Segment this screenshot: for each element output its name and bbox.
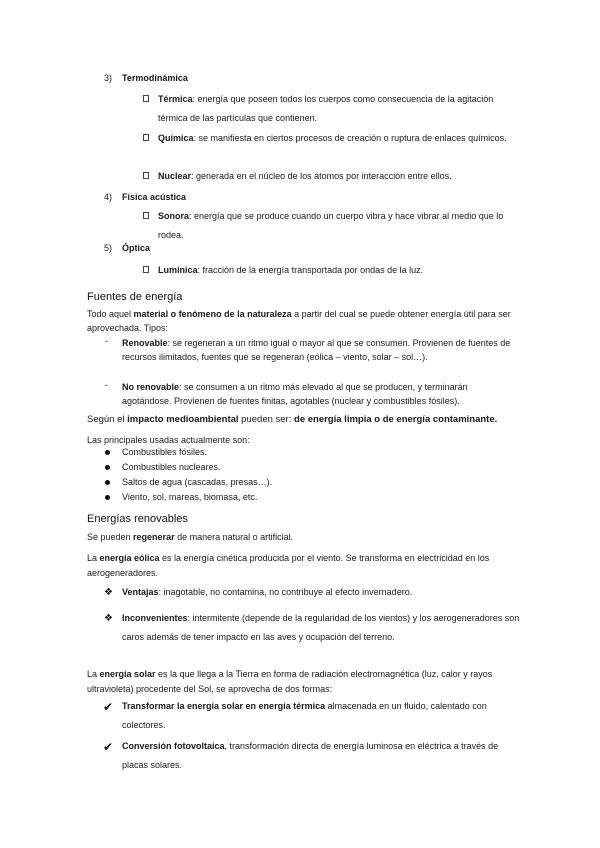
text: de manera natural o artificial. [174, 532, 294, 542]
bullet-dot [105, 465, 110, 470]
description: : generada en el núcleo de los átomos por interacción entre ellos. [191, 171, 452, 181]
diamond-bullet-icon: ❖ [104, 613, 113, 624]
list-item: Combustibles fósiles. [122, 447, 208, 457]
list-item: Combustibles nucleares. [122, 462, 221, 472]
type-no-renovable [122, 380, 517, 408]
fuentes-intro [87, 307, 517, 335]
eolica-inconvenientes [122, 609, 522, 647]
description: : energía que poseen todos los cuerpos como consecuencia de la agitación térmica de las partículas que contienen. [158, 94, 494, 123]
checkmark-icon: ✔ [103, 740, 114, 754]
description: : inagotable, no contamina, no contribuye al efecto invernadero. [158, 587, 413, 597]
square-bullet-icon [143, 95, 149, 102]
solar-form-thermal [122, 697, 517, 735]
term: Transformar la energía solar en energía térmica [122, 701, 326, 711]
term: Sonora [158, 211, 190, 221]
term: Ventajas [122, 587, 159, 597]
main-sources-intro: Las principales usadas actualmente son: [87, 435, 250, 445]
text: Se pueden [87, 532, 134, 542]
solar-form-photovoltaic [122, 737, 517, 775]
impact-line [87, 413, 517, 427]
emphasis: energía solar [99, 669, 156, 679]
section-heading-renovables: Energías renovables [87, 513, 188, 525]
list-item: Viento, sol, mareas, biomasa, etc. [122, 492, 258, 502]
term: Inconvenientes [122, 613, 188, 623]
text: Según el [87, 414, 128, 425]
emphasis: regenerar [133, 532, 175, 542]
item-title: Termodinámica [122, 73, 188, 83]
term: Lumínica [158, 265, 198, 275]
square-bullet-icon [143, 266, 149, 273]
description: : intermitente (depende de la regularidad de los vientos) y los aerogeneradores son caros además de tener impacto en las aves y ocupación del terreno. [122, 613, 520, 642]
text: La [87, 669, 100, 679]
square-bullet-icon [143, 134, 149, 141]
thermo-item [158, 167, 518, 186]
eolica-paragraph [87, 551, 517, 581]
dash-bullet: - [105, 336, 108, 346]
section-heading-fuentes: Fuentes de energía [87, 291, 183, 303]
thermo-item [158, 90, 518, 128]
description: : se regeneran a un ritmo igual o mayor al que se consumen. Provienen de fuentes de recursos ilimitados, fuentes que se regeneran (eólica – viento, solar – sol…). [122, 338, 511, 362]
bullet-dot [105, 450, 110, 455]
square-bullet-icon [143, 212, 149, 219]
text: La [87, 553, 100, 563]
description: , transformación directa de energía luminosa en eléctrica a través de placas solares. [122, 741, 499, 770]
item-title: Física acústica [122, 192, 187, 202]
text: es la que llega a la Tierra en forma de radiación electromagnética (luz, calor y rayos ultravioleta) procedente del Sol, se aprovecha de dos formas: [87, 669, 493, 694]
numbered-item-thermodynamics [104, 73, 188, 84]
thermo-item [158, 129, 518, 148]
text: a partir del cual se puede obtener energía útil para ser aprovechada. Tipos: [87, 309, 511, 333]
text: pueden ser: [238, 414, 295, 425]
item-title: Óptica [122, 243, 151, 253]
eolica-ventajas [122, 583, 522, 602]
term: Renovable [122, 338, 168, 348]
text: Todo aquel [87, 309, 134, 319]
term: Térmica [158, 94, 193, 104]
renovables-intro [87, 530, 517, 544]
solar-paragraph [87, 667, 517, 697]
bullet-dot [105, 480, 110, 485]
numbered-item-acoustics [104, 192, 186, 203]
item-number: 3) [104, 73, 113, 83]
text: es la energía cinética producida por el viento. Se transforma en electricidad en los aerogeneradores. [87, 553, 490, 578]
acoustic-item [158, 207, 518, 245]
bullet-dot [105, 495, 110, 500]
emphasis: energía eólica [99, 553, 160, 563]
item-number: 4) [104, 192, 113, 202]
dash-bullet: - [105, 380, 108, 390]
square-bullet-icon [143, 172, 149, 179]
description: almacenada en un fluido, calentado con colectores. [122, 701, 487, 730]
numbered-item-optics [104, 243, 150, 254]
emphasis: de energía limpia o de energía contaminante. [294, 414, 498, 425]
term: Química [158, 133, 194, 143]
term: Nuclear [158, 171, 192, 181]
list-item: Saltos de agua (cascadas, presas…). [122, 477, 273, 487]
term: No renovable [122, 382, 180, 392]
emphasis: material o fenómeno de la naturaleza [133, 309, 292, 319]
item-number: 5) [104, 243, 113, 253]
emphasis: impacto medioambiental [127, 414, 239, 425]
type-renovable [122, 336, 517, 364]
checkmark-icon: ✔ [103, 700, 114, 714]
description: : energía que se produce cuando un cuerpo vibra y hace vibrar al medio que lo rodea. [158, 211, 504, 240]
description: : se manifiesta en ciertos procesos de creación o ruptura de enlaces químicos. [193, 133, 507, 143]
term: Conversión fotovoltaica [122, 741, 225, 751]
diamond-bullet-icon: ❖ [104, 587, 113, 598]
description: : fracción de la energía transportada por ondas de la luz. [197, 265, 424, 275]
optics-item [158, 261, 518, 280]
description: : se consumen a un ritmo más elevado al que se producen, y terminarán agotándose. Provienen de fuentes finitas, agotables (nuclear y combustibles fósiles). [122, 382, 468, 406]
